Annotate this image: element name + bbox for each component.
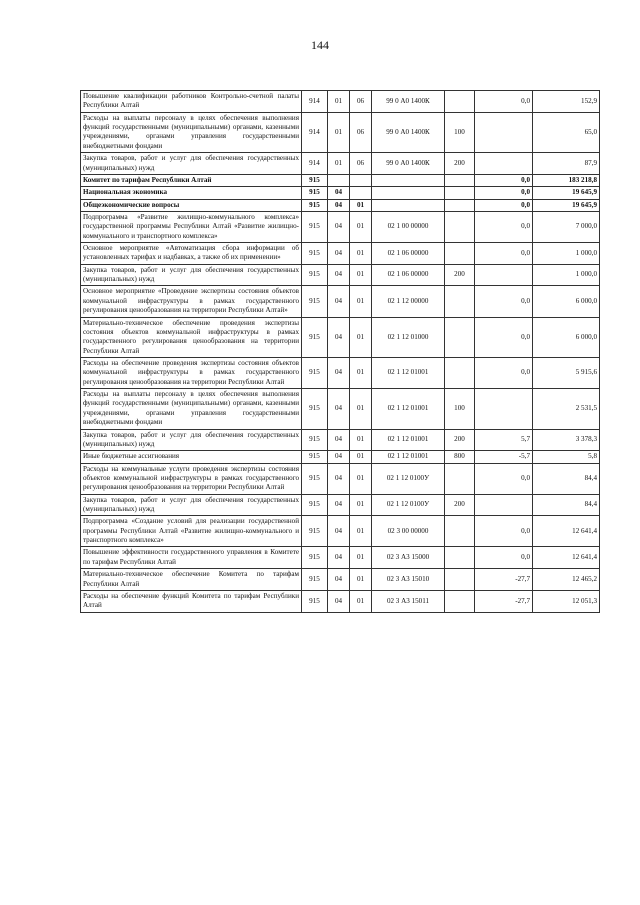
row-amount-total: 5 915,6 xyxy=(533,357,600,388)
row-expense-type: 200 xyxy=(445,494,475,516)
row-name: Общеэкономические вопросы xyxy=(81,199,302,211)
row-target-code xyxy=(372,187,445,199)
row-department-code: 915 xyxy=(302,547,328,569)
row-amount-total: 12 641,4 xyxy=(533,516,600,547)
row-expense-type xyxy=(445,569,475,591)
row-subsection-code: 01 xyxy=(350,389,372,429)
row-amount-total: 19 645,9 xyxy=(533,199,600,211)
row-name: Комитет по тарифам Республики Алтай xyxy=(81,174,302,186)
row-target-code: 99 0 А0 1400К xyxy=(372,91,445,113)
row-department-code: 915 xyxy=(302,516,328,547)
row-section-code: 04 xyxy=(328,463,350,494)
row-name: Национальная экономика xyxy=(81,187,302,199)
row-expense-type xyxy=(445,243,475,265)
row-amount-change xyxy=(475,494,533,516)
table-row xyxy=(81,243,600,265)
row-expense-type: 200 xyxy=(445,429,475,451)
row-section-code: 04 xyxy=(328,590,350,612)
row-amount-total: 84,4 xyxy=(533,494,600,516)
row-subsection-code: 01 xyxy=(350,264,372,286)
row-expense-type xyxy=(445,174,475,186)
table-row xyxy=(81,112,600,152)
row-section-code: 04 xyxy=(328,494,350,516)
row-target-code: 02 1 12 01001 xyxy=(372,389,445,429)
table-row xyxy=(81,590,600,612)
row-amount-total: 19 645,9 xyxy=(533,187,600,199)
table-row xyxy=(81,429,600,451)
row-department-code: 914 xyxy=(302,112,328,152)
row-section-code: 04 xyxy=(328,317,350,357)
row-target-code: 99 0 А0 1400К xyxy=(372,153,445,175)
row-target-code: 02 3 А3 15000 xyxy=(372,547,445,569)
row-department-code: 915 xyxy=(302,451,328,463)
row-section-code: 04 xyxy=(328,199,350,211)
row-subsection-code: 01 xyxy=(350,317,372,357)
row-expense-type xyxy=(445,286,475,317)
row-subsection-code: 01 xyxy=(350,451,372,463)
row-name: Повышение эффективности государственного управления в Комитете по тарифам Республики Алтай xyxy=(81,547,302,569)
row-name: Расходы на коммунальные услуги проведения экспертизы состояния объектов коммунальной инфраструктуры в рамках государственного регулирования ценообразования на территории Республики Алтай xyxy=(81,463,302,494)
row-amount-total: 3 378,3 xyxy=(533,429,600,451)
row-section-code: 04 xyxy=(328,547,350,569)
row-department-code: 915 xyxy=(302,199,328,211)
row-name: Подпрограмма «Развитие жилищно-коммунального комплекса» государственной программы Республики Алтай «Развитие жилищно-коммунального и транспортного комплекса» xyxy=(81,211,302,242)
row-amount-change: 0,0 xyxy=(475,516,533,547)
row-section-code: 04 xyxy=(328,357,350,388)
row-amount-change xyxy=(475,389,533,429)
table-row xyxy=(81,264,600,286)
row-section-code: 01 xyxy=(328,91,350,113)
row-name: Закупка товаров, работ и услуг для обеспечения государственных (муниципальных) нужд xyxy=(81,264,302,286)
row-department-code: 915 xyxy=(302,569,328,591)
row-section-code: 04 xyxy=(328,451,350,463)
row-target-code: 02 3 А3 15011 xyxy=(372,590,445,612)
row-target-code: 02 1 12 0100У xyxy=(372,463,445,494)
table-row xyxy=(81,516,600,547)
row-target-code: 02 1 12 00000 xyxy=(372,286,445,317)
table-row xyxy=(81,569,600,591)
row-name: Основное мероприятие «Проведение экспертизы состояния объектов коммунальной инфраструктуры в рамках государственного регулирования ценообразования на территории Республики Алтай» xyxy=(81,286,302,317)
row-section-code: 04 xyxy=(328,286,350,317)
row-amount-change: 0,0 xyxy=(475,91,533,113)
row-name: Закупка товаров, работ и услуг для обеспечения государственных (муниципальных) нужд xyxy=(81,153,302,175)
row-amount-total: 7 000,0 xyxy=(533,211,600,242)
row-amount-total: 5,8 xyxy=(533,451,600,463)
row-amount-change xyxy=(475,153,533,175)
page-number: 144 xyxy=(311,38,329,52)
row-amount-total: 65,0 xyxy=(533,112,600,152)
row-amount-change xyxy=(475,112,533,152)
budget-table xyxy=(80,90,600,613)
budget-table-body xyxy=(81,91,600,613)
table-row xyxy=(81,153,600,175)
row-department-code: 915 xyxy=(302,187,328,199)
row-expense-type xyxy=(445,317,475,357)
row-department-code: 915 xyxy=(302,243,328,265)
row-name: Закупка товаров, работ и услуг для обеспечения государственных (муниципальных) нужд xyxy=(81,494,302,516)
row-subsection-code: 01 xyxy=(350,516,372,547)
row-amount-total: 152,9 xyxy=(533,91,600,113)
row-subsection-code: 01 xyxy=(350,243,372,265)
row-expense-type: 200 xyxy=(445,264,475,286)
table-row xyxy=(81,494,600,516)
row-target-code: 02 1 12 01001 xyxy=(372,451,445,463)
table-row xyxy=(81,547,600,569)
row-section-code xyxy=(328,174,350,186)
table-row xyxy=(81,211,600,242)
row-amount-total: 12 641,4 xyxy=(533,547,600,569)
row-name: Иные бюджетные ассигнования xyxy=(81,451,302,463)
row-target-code: 02 1 12 01000 xyxy=(372,317,445,357)
row-department-code: 915 xyxy=(302,429,328,451)
row-name: Повышение квалификации работников Контрольно-счетной палаты Республики Алтай xyxy=(81,91,302,113)
row-subsection-code: 06 xyxy=(350,153,372,175)
table-row xyxy=(81,451,600,463)
row-amount-change: 0,0 xyxy=(475,199,533,211)
row-section-code: 01 xyxy=(328,112,350,152)
row-department-code: 914 xyxy=(302,91,328,113)
row-section-code: 04 xyxy=(328,211,350,242)
row-expense-type: 100 xyxy=(445,112,475,152)
row-section-code: 04 xyxy=(328,516,350,547)
row-section-code: 04 xyxy=(328,264,350,286)
row-section-code: 04 xyxy=(328,389,350,429)
row-amount-total: 2 531,5 xyxy=(533,389,600,429)
table-row xyxy=(81,187,600,199)
row-expense-type xyxy=(445,547,475,569)
row-expense-type: 100 xyxy=(445,389,475,429)
row-name: Подпрограмма «Создание условий для реализации государственной программы Республики Алтай «Развитие жилищно-коммунального и транспортного комплекса» xyxy=(81,516,302,547)
row-target-code: 99 0 А0 1400К xyxy=(372,112,445,152)
row-name: Основное мероприятие «Автоматизация сбора информации об установленных тарифах и надбавках, а также об их применении» xyxy=(81,243,302,265)
row-amount-change: 0,0 xyxy=(475,211,533,242)
row-expense-type xyxy=(445,463,475,494)
row-amount-change: 0,0 xyxy=(475,187,533,199)
row-department-code: 915 xyxy=(302,389,328,429)
row-subsection-code: 01 xyxy=(350,590,372,612)
row-subsection-code: 06 xyxy=(350,91,372,113)
row-amount-change: -27,7 xyxy=(475,569,533,591)
row-subsection-code: 01 xyxy=(350,494,372,516)
row-name: Расходы на выплаты персоналу в целях обеспечения выполнения функций государственными (муниципальными) органами, казенными учреждениями, органами управления государственными внебюджетными фондами xyxy=(81,112,302,152)
row-subsection-code: 01 xyxy=(350,429,372,451)
row-amount-total: 1 000,0 xyxy=(533,264,600,286)
row-subsection-code: 01 xyxy=(350,211,372,242)
row-expense-type xyxy=(445,357,475,388)
row-amount-total: 84,4 xyxy=(533,463,600,494)
row-expense-type xyxy=(445,91,475,113)
row-expense-type xyxy=(445,211,475,242)
table-row xyxy=(81,174,600,186)
row-amount-total: 12 051,3 xyxy=(533,590,600,612)
row-expense-type xyxy=(445,590,475,612)
row-amount-change: -5,7 xyxy=(475,451,533,463)
row-section-code: 04 xyxy=(328,243,350,265)
row-target-code: 02 1 00 00000 xyxy=(372,211,445,242)
row-amount-change: 0,0 xyxy=(475,317,533,357)
row-amount-total: 183 218,8 xyxy=(533,174,600,186)
row-subsection-code xyxy=(350,174,372,186)
row-section-code: 04 xyxy=(328,569,350,591)
row-name: Материально-техническое обеспечение Комитета по тарифам Республики Алтай xyxy=(81,569,302,591)
row-amount-change: 0,0 xyxy=(475,463,533,494)
row-section-code: 04 xyxy=(328,187,350,199)
row-amount-change: 5,7 xyxy=(475,429,533,451)
row-name: Расходы на обеспечение проведения экспертизы состояния объектов коммунальной инфраструктуры в рамках государственного регулирования ценообразования на территории Республики Алтай xyxy=(81,357,302,388)
row-expense-type: 200 xyxy=(445,153,475,175)
row-name: Материально-техническое обеспечение проведения экспертизы состояния объектов коммунальной инфраструктуры в рамках государственного регулирования ценообразования на территории Республики Алтай xyxy=(81,317,302,357)
table-row xyxy=(81,357,600,388)
row-amount-change xyxy=(475,264,533,286)
row-amount-total: 1 000,0 xyxy=(533,243,600,265)
row-department-code: 915 xyxy=(302,357,328,388)
row-amount-total: 6 000,0 xyxy=(533,317,600,357)
row-department-code: 915 xyxy=(302,286,328,317)
table-row xyxy=(81,317,600,357)
row-target-code: 02 3 00 00000 xyxy=(372,516,445,547)
row-target-code: 02 1 12 01001 xyxy=(372,357,445,388)
row-subsection-code: 01 xyxy=(350,569,372,591)
row-amount-change: 0,0 xyxy=(475,357,533,388)
row-amount-change: -27,7 xyxy=(475,590,533,612)
row-target-code xyxy=(372,199,445,211)
row-subsection-code: 06 xyxy=(350,112,372,152)
row-department-code: 915 xyxy=(302,174,328,186)
row-department-code: 915 xyxy=(302,211,328,242)
row-subsection-code: 01 xyxy=(350,547,372,569)
row-name: Расходы на обеспечение функций Комитета по тарифам Республики Алтай xyxy=(81,590,302,612)
table-row xyxy=(81,199,600,211)
row-subsection-code: 01 xyxy=(350,357,372,388)
row-amount-total: 12 465,2 xyxy=(533,569,600,591)
table-row xyxy=(81,389,600,429)
row-expense-type xyxy=(445,199,475,211)
row-expense-type xyxy=(445,187,475,199)
row-department-code: 915 xyxy=(302,463,328,494)
row-section-code: 04 xyxy=(328,429,350,451)
row-amount-change: 0,0 xyxy=(475,547,533,569)
row-department-code: 915 xyxy=(302,264,328,286)
row-target-code xyxy=(372,174,445,186)
row-target-code: 02 1 06 00000 xyxy=(372,243,445,265)
row-subsection-code: 01 xyxy=(350,286,372,317)
row-amount-total: 87,9 xyxy=(533,153,600,175)
row-department-code: 915 xyxy=(302,494,328,516)
table-row xyxy=(81,286,600,317)
row-target-code: 02 1 12 0100У xyxy=(372,494,445,516)
row-expense-type xyxy=(445,516,475,547)
table-row xyxy=(81,91,600,113)
row-target-code: 02 3 А3 15010 xyxy=(372,569,445,591)
row-department-code: 915 xyxy=(302,590,328,612)
row-subsection-code xyxy=(350,187,372,199)
row-name: Закупка товаров, работ и услуг для обеспечения государственных (муниципальных) нужд xyxy=(81,429,302,451)
row-subsection-code: 01 xyxy=(350,463,372,494)
row-target-code: 02 1 12 01001 xyxy=(372,429,445,451)
row-amount-change: 0,0 xyxy=(475,174,533,186)
row-amount-change: 0,0 xyxy=(475,286,533,317)
row-section-code: 01 xyxy=(328,153,350,175)
row-amount-total: 6 000,0 xyxy=(533,286,600,317)
row-expense-type: 800 xyxy=(445,451,475,463)
row-department-code: 914 xyxy=(302,153,328,175)
row-name: Расходы на выплаты персоналу в целях обеспечения выполнения функций государственными (муниципальными) органами, казенными учреждениями, органами управления государственными внебюджетными фондами xyxy=(81,389,302,429)
row-department-code: 915 xyxy=(302,317,328,357)
row-amount-change: 0,0 xyxy=(475,243,533,265)
table-row xyxy=(81,463,600,494)
row-target-code: 02 1 06 00000 xyxy=(372,264,445,286)
row-subsection-code: 01 xyxy=(350,199,372,211)
